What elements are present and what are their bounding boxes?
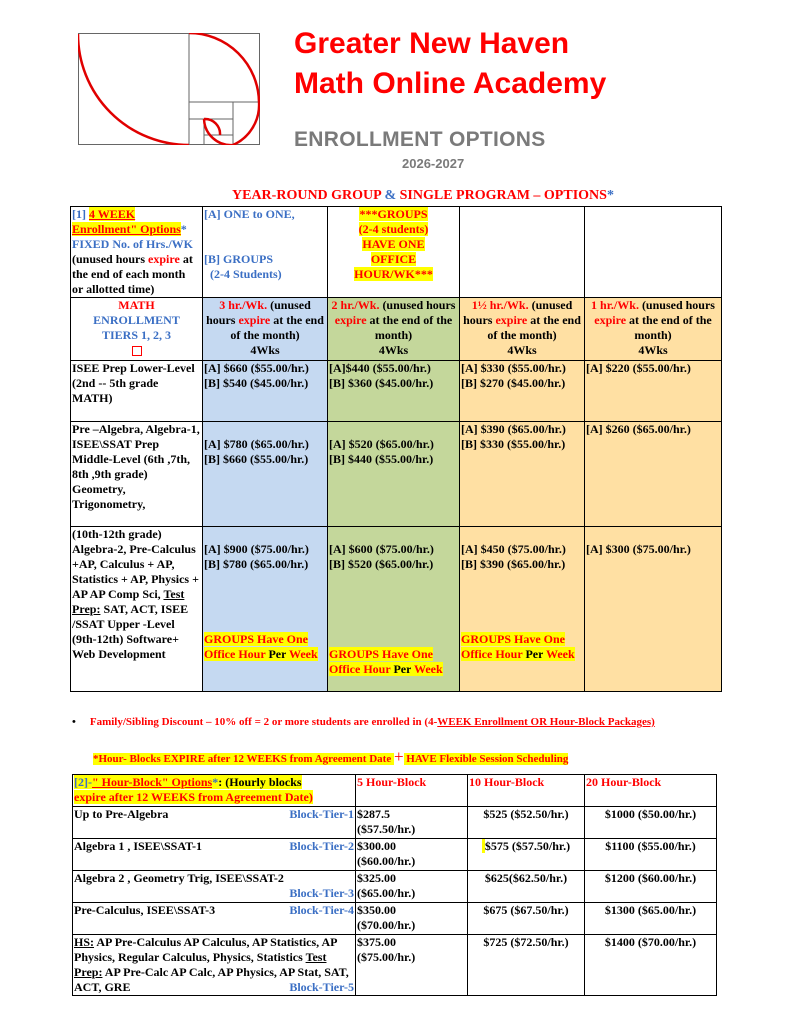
school-year: 2026-2027 (402, 156, 465, 171)
col-header-1-5hr: 1½ hr./Wk. (unused hours expire at the end of the month) 4Wks (460, 298, 585, 361)
price-cell: $300.00 ($60.00/hr.) (356, 839, 468, 871)
price-cell: $325.00 ($65.00/hr.) (356, 871, 468, 903)
price-cell: $1300 ($65.00/hr.) (585, 903, 717, 935)
price-cell: [A] $330 ($55.00/hr.) [B] $270 ($45.00/hr.) (460, 361, 585, 422)
program-heading: YEAR-ROUND GROUP & SINGLE PROGRAM – OPTIONS* (232, 188, 614, 203)
tiers-header-cell: MATH ENROLLMENT TIERS 1, 2, 3 (71, 298, 203, 361)
empty-cell (460, 207, 585, 298)
price-cell: $1100 ($55.00/hr.) (585, 839, 717, 871)
enrollment-type-cell: [A] ONE to ONE, [B] GROUPS (2-4 Students) (203, 207, 328, 298)
col-header-10hr: 10 Hour-Block (468, 775, 585, 807)
table-row (71, 527, 722, 692)
col-header-20hr: 20 Hour-Block (585, 775, 717, 807)
price-cell: $350.00 ($70.00/hr.) (356, 903, 468, 935)
page-title: ENROLLMENT OPTIONS (294, 128, 546, 151)
table-row (71, 298, 722, 361)
col-header-1hr: 1 hr./Wk. (unused hours expire at the end of the month) 4Wks (585, 298, 722, 361)
empty-cell (585, 207, 722, 298)
table-row (73, 935, 717, 996)
hour-block-note: *Hour- Blocks EXPIRE after 12 WEEKS from Agreement Date + HAVE Flexible Session Scheduling (93, 747, 569, 766)
price-cell: [A] $390 ($65.00/hr.) [B] $330 ($55.00/hr.) (460, 422, 585, 527)
block-label-cell: HS: AP Pre-Calculus AP Calculus, AP Statistics, AP Physics, Regular Calculus, Physics, Statistics Test Prep: AP Pre-Calc AP Calc, AP Physics, AP Stat, SAT, ACT, GRE Block-Tier-5 (74, 935, 354, 994)
table-row (73, 807, 717, 839)
table-row (73, 871, 717, 903)
table-row (73, 839, 717, 871)
price-cell: [A] $780 ($65.00/hr.) [B] $660 ($55.00/hr.) (203, 422, 328, 527)
tier-label-cell: ISEE Prep Lower-Level (2nd -- 5th grade MATH) (71, 361, 203, 422)
price-cell: $1400 ($70.00/hr.) (585, 935, 717, 996)
table-row (71, 207, 722, 298)
price-cell: [A] $260 ($65.00/hr.) (585, 422, 722, 527)
col-header-5hr: 5 Hour-Block (356, 775, 468, 807)
groups-office-hour-cell: ***GROUPS (2-4 students) HAVE ONE OFFICE HOUR/WK*** (328, 207, 460, 298)
block-label-cell: Algebra 2 , Geometry Trig, ISEE\SSAT-2 Block-Tier-3 (73, 871, 356, 903)
price-cell: $575 ($57.50/hr.) (468, 839, 585, 871)
hour-block-header-cell: [2]-" Hour-Block" Options*: (Hourly blocks expire after 12 WEEKS from Agreement Date) (73, 775, 356, 807)
options-header-cell: [1] 4 WEEK Enrollment" Options* FIXED No. of Hrs./WK (unused hours expire at the end of each month or allotted time) (71, 207, 203, 298)
table-row (73, 903, 717, 935)
block-label-cell: Pre-Calculus, ISEE\SSAT-3 Block-Tier-4 (73, 903, 356, 935)
tier-label-cell: (10th-12th grade) Algebra-2, Pre-Calculus +AP, Calculus + AP, Statistics + AP, Physics + AP AP Comp Sci, Test Prep: SAT, ACT, ISEE /SSAT Upper -Level (9th-12th) Software+ Web Development (71, 527, 203, 692)
col-header-3hr: 3 hr./Wk. (unused hours expire at the end of the month) 4Wks (203, 298, 328, 361)
academy-title-line2: Math Online Academy (294, 67, 607, 100)
four-week-options-table (70, 206, 722, 692)
price-cell: [A] $600 ($75.00/hr.) [B] $520 ($65.00/hr.) GROUPS Have One Office Hour Per Week (328, 527, 460, 692)
sibling-discount-note: • Family/Sibling Discount – 10% off = 2 or more students are enrolled in (4-WEEK Enrollment OR Hour-Block Packages) (72, 716, 655, 728)
price-cell: $725 ($72.50/hr.) (468, 935, 585, 996)
price-cell: $1000 ($50.00/hr.) (585, 807, 717, 839)
price-cell: [A] $900 ($75.00/hr.) [B] $780 ($65.00/hr.) GROUPS Have One Office Hour Per Week (203, 527, 328, 692)
price-cell: [A] $520 ($65.00/hr.) [B] $440 ($55.00/hr.) (328, 422, 460, 527)
block-label-cell: Up to Pre-Algebra Block-Tier-1 (73, 807, 356, 839)
price-cell: $525 ($52.50/hr.) (468, 807, 585, 839)
price-cell: $287.5 ($57.50/hr.) (356, 807, 468, 839)
price-cell: $675 ($67.50/hr.) (468, 903, 585, 935)
col-header-2hr: 2 hr./Wk. (unused hours expire at the end of the month) 4Wks (328, 298, 460, 361)
table-row (71, 422, 722, 527)
table-row (73, 775, 717, 807)
golden-spiral-logo (78, 33, 260, 145)
checkbox-icon (132, 346, 142, 356)
price-cell: [A] $660 ($55.00/hr.) [B] $540 ($45.00/hr.) (203, 361, 328, 422)
academy-title-line1: Greater New Haven (294, 27, 570, 60)
price-cell: [A] $300 ($75.00/hr.) (585, 527, 722, 692)
price-cell: $1200 ($60.00/hr.) (585, 871, 717, 903)
price-cell: [A]$440 ($55.00/hr.) [B] $360 ($45.00/hr.) (328, 361, 460, 422)
price-cell: [A] $220 ($55.00/hr.) (585, 361, 722, 422)
price-cell: $625($62.50/hr.) (468, 871, 585, 903)
block-label-cell: Algebra 1 , ISEE\SSAT-1 Block-Tier-2 (73, 839, 356, 871)
table-row (71, 361, 722, 422)
hour-block-table (72, 774, 717, 996)
price-cell: [A] $450 ($75.00/hr.) [B] $390 ($65.00/hr.) GROUPS Have One Office Hour Per Week (460, 527, 585, 692)
price-cell: $375.00 ($75.00/hr.) (356, 935, 468, 996)
tier-label-cell: Pre –Algebra, Algebra-1, ISEE\SSAT Prep Middle-Level (6th ,7th, 8th ,9th grade) Geometry, Trigonometry, (71, 422, 203, 527)
